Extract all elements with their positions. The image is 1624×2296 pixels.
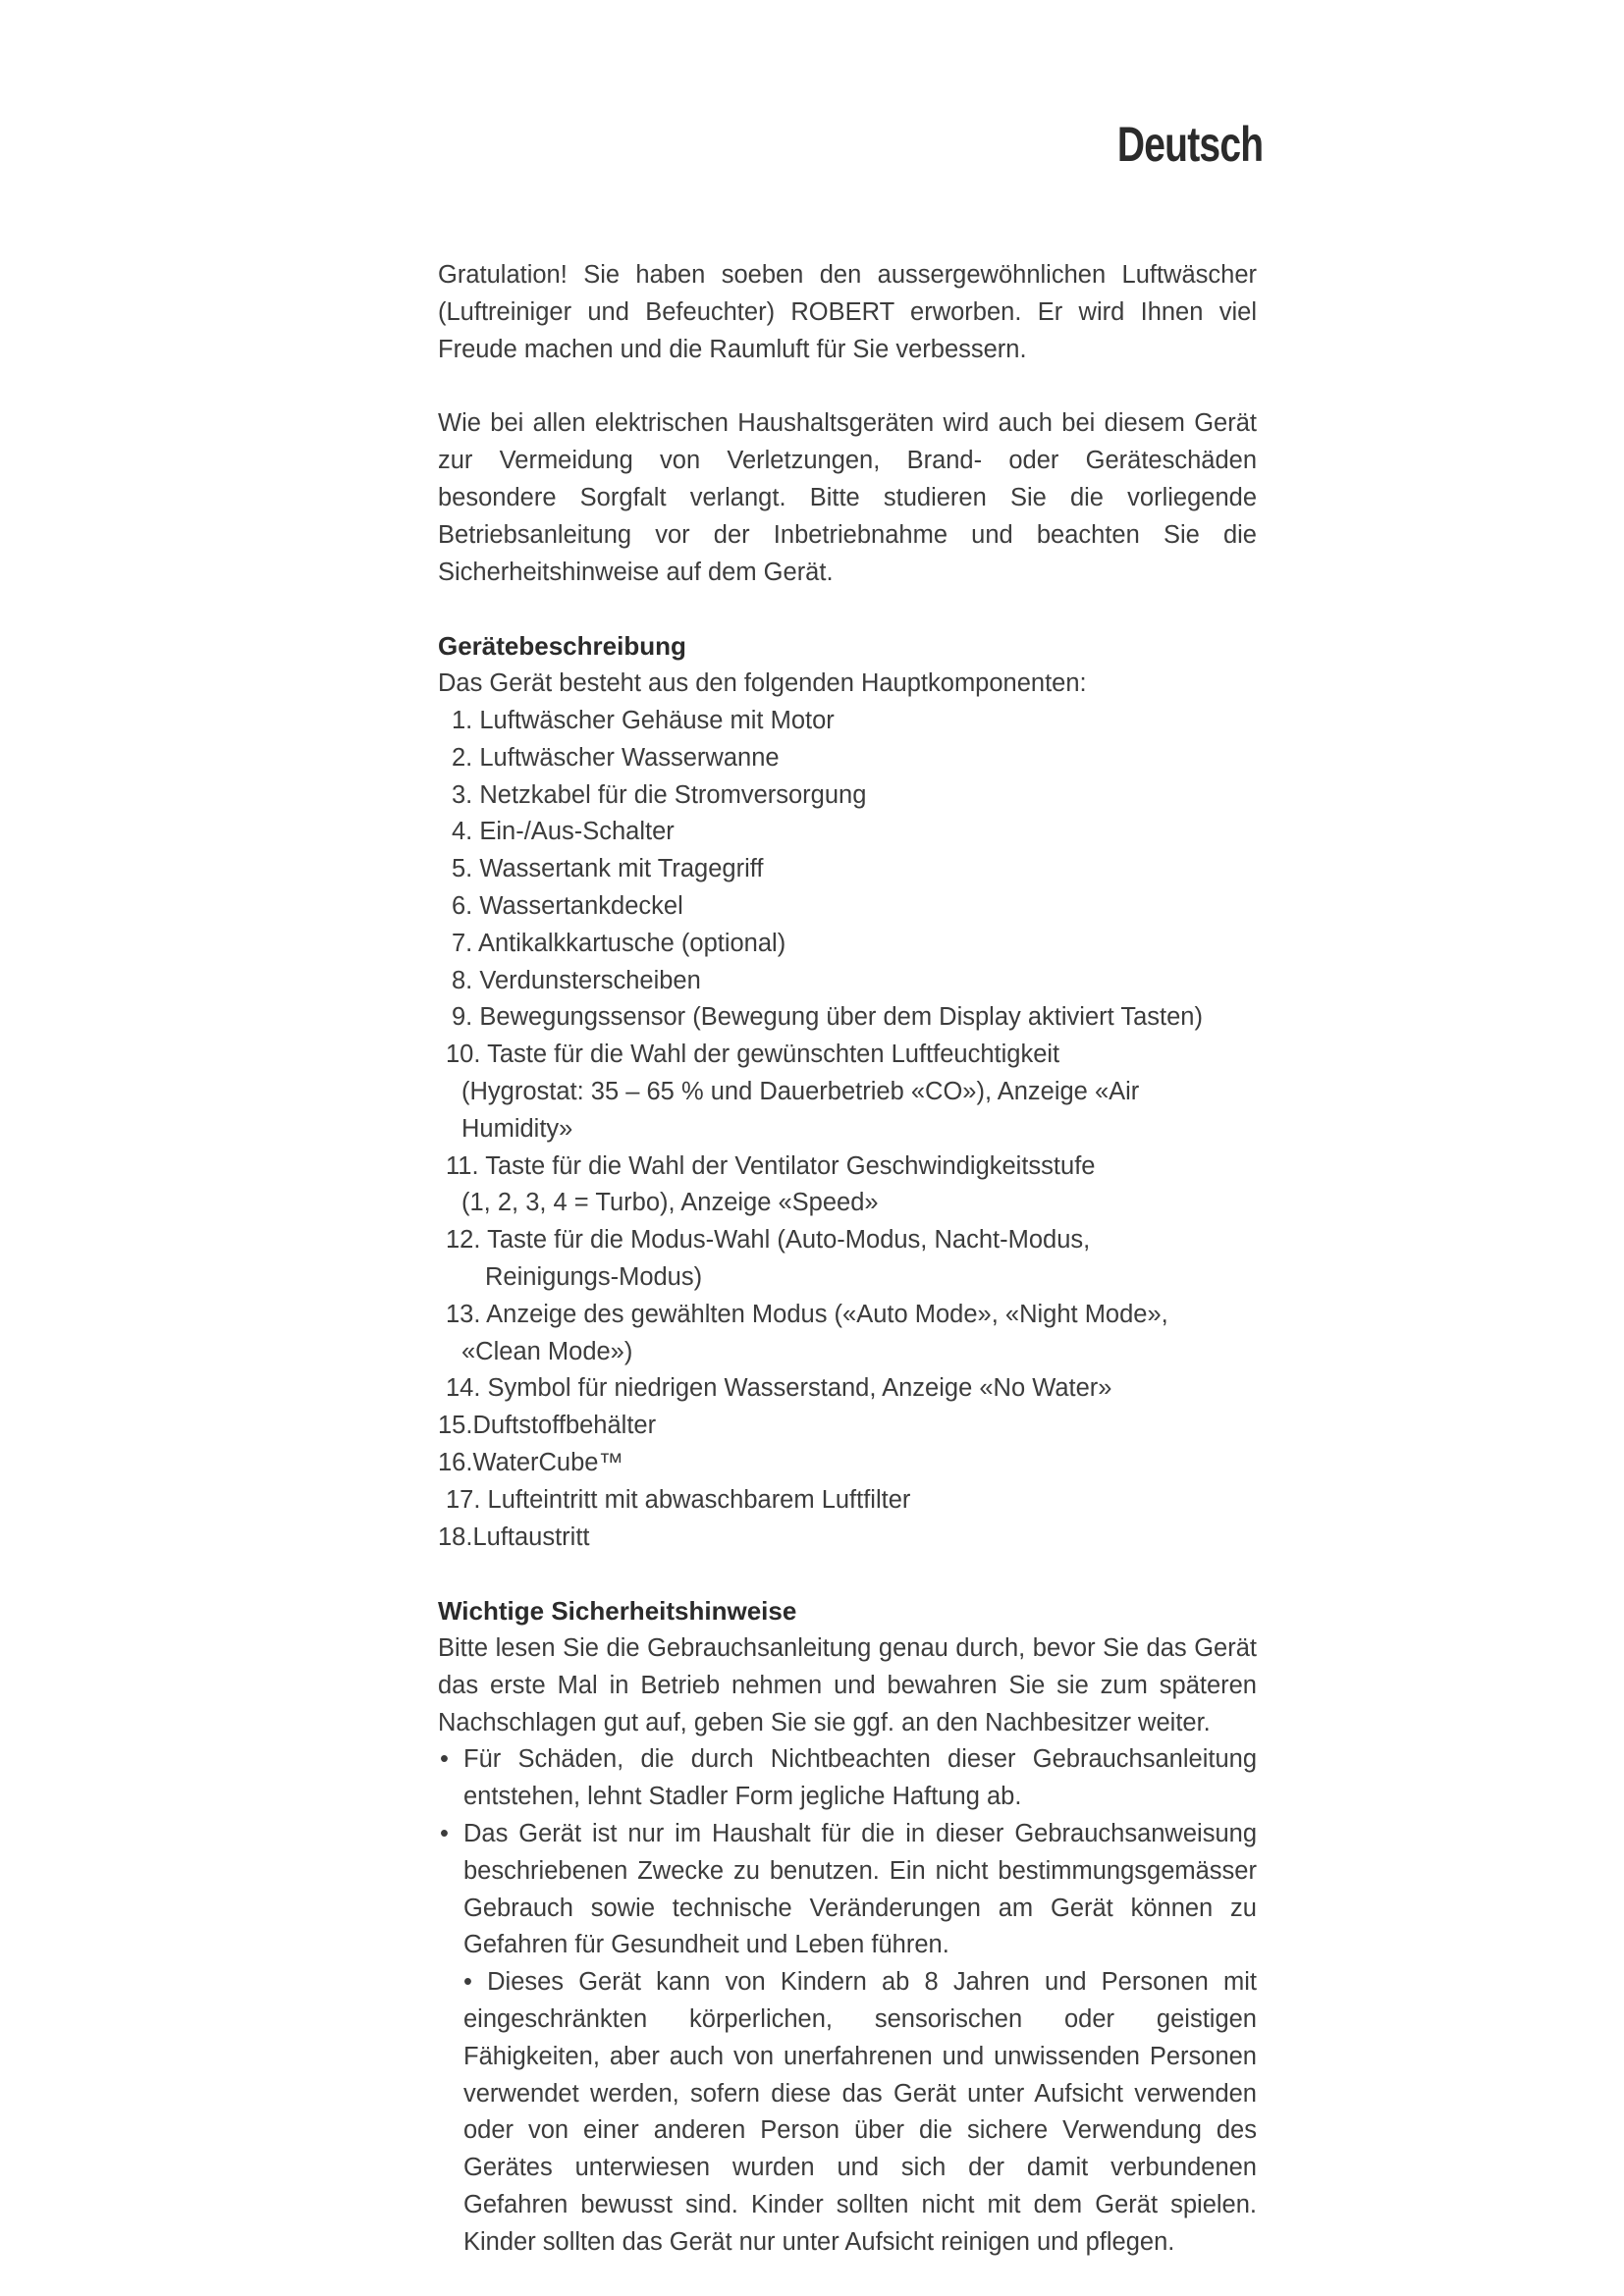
intro-paragraph-1: Gratulation! Sie haben soeben den aussergewöhnlichen Luftwäscher (Luftreiniger und Befeuchter) ROBERT erworben. Er wird Ihnen viel Freude machen und die Raumluft für Sie verbessern. <box>438 261 1257 363</box>
list-item: 17. Lufteintritt mit abwaschbarem Luftfilter <box>446 1485 911 1514</box>
bullet-icon: • <box>463 1968 472 1997</box>
bullet-icon: • <box>440 1820 449 1848</box>
list-item: 7. Antikalkkartusche (optional) <box>452 929 786 957</box>
list-item: 15.Duftstoffbehälter <box>438 1412 657 1440</box>
list-item: 10. Taste für die Wahl der gewünschten Luftfeuchtigkeit <box>446 1041 1060 1069</box>
document-body <box>438 257 1257 2262</box>
list-item: 6. Wassertankdeckel <box>452 891 683 920</box>
list-item: 1. Luftwäscher Gehäuse mit Motor <box>452 706 835 734</box>
list-item: 2. Luftwäscher Wasserwanne <box>452 743 780 772</box>
paragraph-gap <box>438 368 1257 405</box>
list-item: 13. Anzeige des gewählten Modus («Auto Mode», «Night Mode», <box>446 1300 1168 1328</box>
list-item: 14. Symbol für niedrigen Wasserstand, Anzeige «No Water» <box>446 1374 1112 1403</box>
safety-bullet <box>438 1816 1257 1964</box>
component-list <box>438 703 1257 1556</box>
list-item-continuation: (1, 2, 3, 4 = Turbo), Anzeige «Speed» <box>461 1189 879 1217</box>
description-lead: Das Gerät besteht aus den folgenden Hauptkomponenten: <box>438 669 1087 698</box>
bullet-icon: • <box>440 1745 449 1774</box>
safety-bullet-text: Das Gerät ist nur im Haushalt für die in dieser Gebrauchsanweisung beschriebenen Zwecke zu benutzen. Ein nicht bestimmungsgemässer Gebrauch sowie technische Veränderungen am Gerät können zu Gefahren für Gesundheit und Leben führen. <box>463 1820 1257 1959</box>
list-item: 12. Taste für die Modus-Wahl (Auto-Modus, Nacht-Modus, <box>446 1226 1091 1255</box>
list-item: 11. Taste für die Wahl der Ventilator Geschwindigkeitsstufe <box>446 1151 1096 1180</box>
list-item-continuation: (Hygrostat: 35 – 65 % und Dauerbetrieb «CO»), Anzeige «Air Humidity» <box>461 1077 1140 1143</box>
list-item: 4. Ein-/Aus-Schalter <box>452 818 675 846</box>
language-heading: Deutsch <box>1116 117 1263 172</box>
intro-paragraph-2: Wie bei allen elektrischen Haushaltsgeräten wird auch bei diesem Gerät zur Vermeidung von Verletzungen, Brand- oder Geräteschäden besondere Sorgfalt verlangt. Bitte studieren Sie die vorliegende Betriebsanleitung vor der Inbetriebnahme und beachten Sie die Sicherheitshinweise auf dem Gerät. <box>438 409 1257 586</box>
list-item: 8. Verdunsterscheiben <box>452 966 701 994</box>
list-item-continuation: Reinigungs-Modus) <box>485 1262 703 1291</box>
safety-sub-bullet <box>438 1964 1257 2261</box>
list-item: 16.WaterCube™ <box>438 1448 623 1476</box>
safety-bullet-list <box>438 1741 1257 1964</box>
safety-lead: Bitte lesen Sie die Gebrauchsanleitung genau durch, bevor Sie das Gerät das erste Mal in Betrieb nehmen und bewahren Sie sie zum späteren Nachschlagen gut auf, geben Sie sie ggf. an den Nachbesitzer weiter. <box>438 1634 1257 1736</box>
list-item: 3. Netzkabel für die Stromversorgung <box>452 780 867 809</box>
section-title-safety: Wichtige Sicherheitshinweise <box>438 1596 797 1627</box>
list-item: 9. Bewegungssensor (Bewegung über dem Display aktiviert Tasten) <box>452 1003 1203 1032</box>
paragraph-gap <box>438 1556 1257 1593</box>
section-title-description: Gerätebeschreibung <box>438 631 686 662</box>
list-item: 18.Luftaustritt <box>438 1522 590 1551</box>
list-item: 5. Wassertank mit Tragegriff <box>452 855 764 883</box>
safety-bullet-text: Für Schäden, die durch Nichtbeachten dieser Gebrauchsanleitung entstehen, lehnt Stadler Form jegliche Haftung ab. <box>463 1745 1257 1811</box>
safety-sub-bullet-text: Dieses Gerät kann von Kindern ab 8 Jahren und Personen mit eingeschränkten körperlichen, sensorischen oder geistigen Fähigkeiten, aber auch von unerfahrenen und unwissenden Personen verwendet werden, sofern diese das Gerät unter Aufsicht verwenden oder von einer anderen Person über die sichere Verwendung des Gerätes unterwiesen wurden und sich der damit verbundenen Gefahren bewusst sind. Kinder sollten nicht mit dem Gerät spielen. Kinder sollten das Gerät nur unter Aufsicht reinigen und pflegen. <box>463 1968 1257 2256</box>
paragraph-gap <box>438 591 1257 628</box>
list-item-continuation: «Clean Mode») <box>461 1337 633 1365</box>
safety-bullet <box>438 1741 1257 1816</box>
